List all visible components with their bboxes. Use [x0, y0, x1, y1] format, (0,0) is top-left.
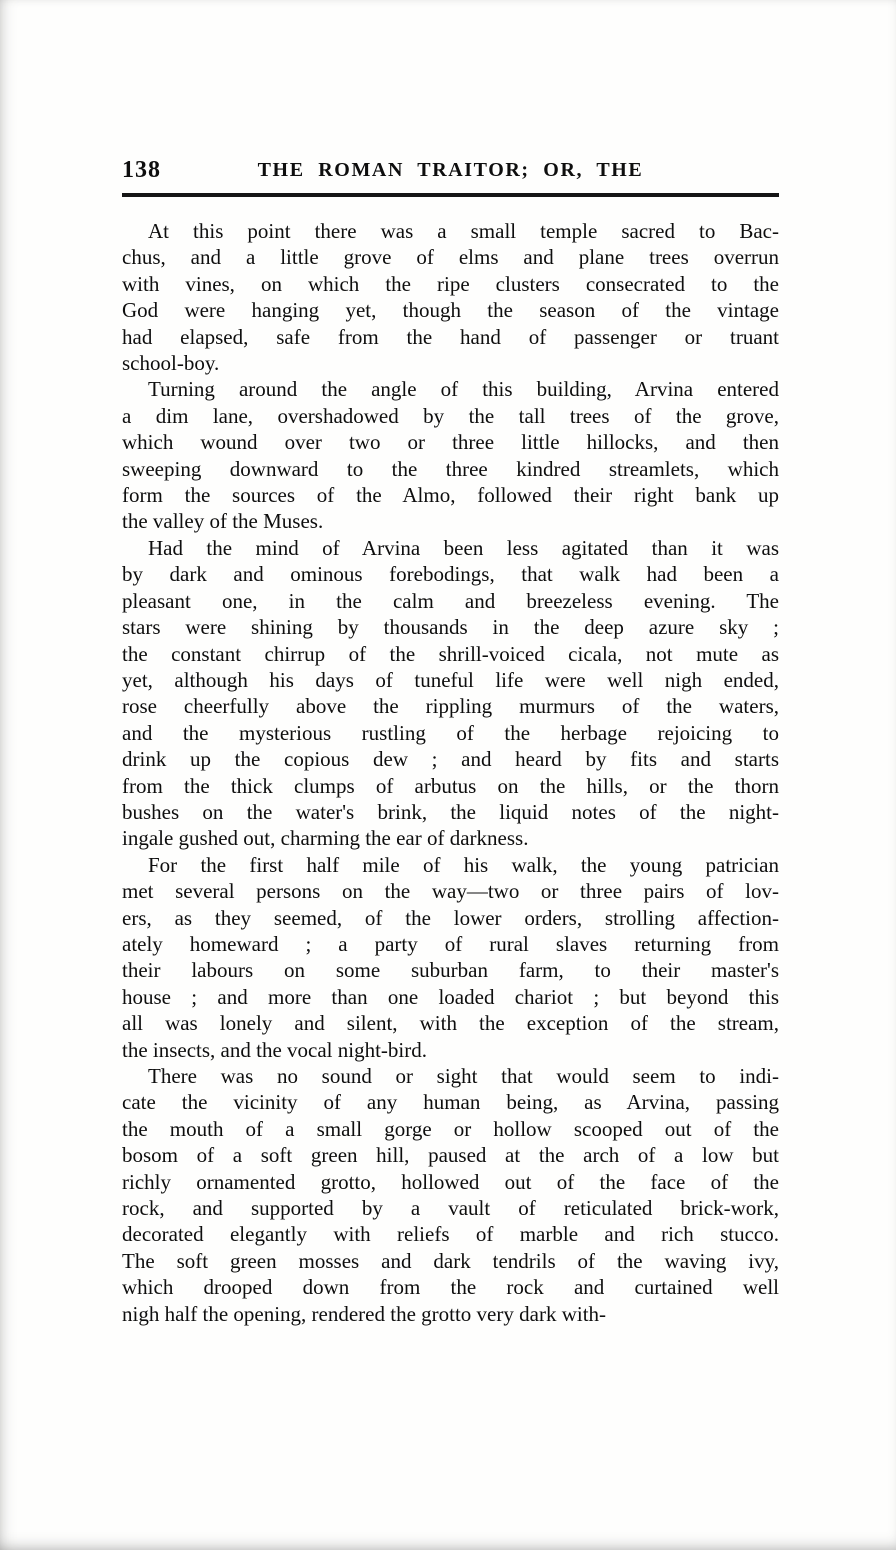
- text-line: At this point there was a small temple sacred to Bac-: [148, 219, 779, 243]
- paragraph-5: [122, 1063, 779, 1327]
- paragraph-3: [122, 535, 779, 852]
- text-line: yet, although his days of tuneful life were well nigh ended,: [122, 667, 779, 692]
- text-line: and the mysterious rustling of the herbage rejoicing to: [122, 720, 779, 745]
- text-line: God were hanging yet, though the season of the vintage: [122, 298, 779, 323]
- text-line: house ; and more than one loaded chariot ; but beyond this: [122, 984, 779, 1009]
- text-line: school-boy.: [122, 351, 220, 376]
- text-line: ers, as they seemed, of the lower orders, strolling affection-: [122, 905, 779, 930]
- text-line: form the sources of the Almo, followed their right bank up: [122, 483, 779, 508]
- text-line: from the thick clumps of arbutus on the hills, or the thorn: [122, 773, 779, 798]
- text-line: the mouth of a small gorge or hollow scooped out of the: [122, 1116, 779, 1141]
- text-line: which wound over two or three little hillocks, and then: [122, 430, 779, 455]
- running-title: THE ROMAN TRAITOR; OR, THE: [257, 159, 644, 181]
- text-line: ingale gushed out, charming the ear of darkness.: [122, 826, 529, 851]
- text-line: drink up the copious dew ; and heard by fits and starts: [122, 747, 779, 772]
- text-line: bushes on the water's brink, the liquid notes of the night-: [122, 799, 779, 824]
- running-header: [122, 156, 779, 186]
- text-line: bosom of a soft green hill, paused at the arch of a low but: [122, 1143, 779, 1168]
- paragraph-2: [122, 376, 779, 534]
- text-line: with vines, on which the ripe clusters consecrated to the: [122, 271, 779, 296]
- text-line: Turning around the angle of this building, Arvina entered: [148, 377, 779, 402]
- paragraph-4: [122, 852, 779, 1063]
- text-line: the insects, and the vocal night-bird.: [122, 1037, 428, 1062]
- header-rule: [122, 193, 779, 197]
- text-line: rock, and supported by a vault of reticulated brick-work,: [122, 1196, 779, 1221]
- text-line: their labours on some suburban farm, to their master's: [122, 958, 779, 983]
- text-line: pleasant one, in the calm and breezeless evening. The: [122, 588, 779, 613]
- text-line: There was no sound or sight that would seem to indi-: [148, 1064, 779, 1088]
- page-content: [122, 156, 779, 1327]
- text-line: by dark and ominous forebodings, that walk had been a: [122, 562, 779, 587]
- text-line: had elapsed, safe from the hand of passenger or truant: [122, 324, 779, 349]
- text-line: a dim lane, overshadowed by the tall trees of the grove,: [122, 403, 779, 428]
- text-line: richly ornamented grotto, hollowed out of the face of the: [122, 1169, 779, 1194]
- text-line: cate the vicinity of any human being, as Arvina, passing: [122, 1090, 779, 1115]
- text-line: which drooped down from the rock and curtained well: [122, 1275, 779, 1300]
- page-number: 138: [122, 157, 161, 183]
- text-line: sweeping downward to the three kindred streamlets, which: [122, 456, 779, 481]
- text-line: the constant chirrup of the shrill-voiced cicala, not mute as: [122, 641, 779, 666]
- text-line: For the first half mile of his walk, the young patrician: [148, 852, 779, 877]
- text-line: chus, and a little grove of elms and plane trees overrun: [122, 245, 779, 270]
- text-line: nigh half the opening, rendered the grotto very dark with-: [122, 1301, 607, 1326]
- text-line: all was lonely and silent, with the exception of the stream,: [122, 1011, 779, 1036]
- page-body: [122, 218, 779, 1327]
- text-line: stars were shining by thousands in the deep azure sky ;: [122, 615, 779, 640]
- paragraph-1: [122, 218, 779, 376]
- text-line: decorated elegantly with reliefs of marble and rich stucco.: [122, 1222, 779, 1247]
- text-line: Had the mind of Arvina been less agitated than it was: [148, 535, 779, 560]
- text-line: rose cheerfully above the rippling murmurs of the waters,: [122, 694, 779, 719]
- text-line: The soft green mosses and dark tendrils of the waving ivy,: [122, 1248, 779, 1273]
- text-line: met several persons on the way—two or three pairs of lov-: [122, 879, 779, 904]
- text-line: ately homeward ; a party of rural slaves returning from: [122, 931, 779, 956]
- text-line: the valley of the Muses.: [122, 509, 324, 534]
